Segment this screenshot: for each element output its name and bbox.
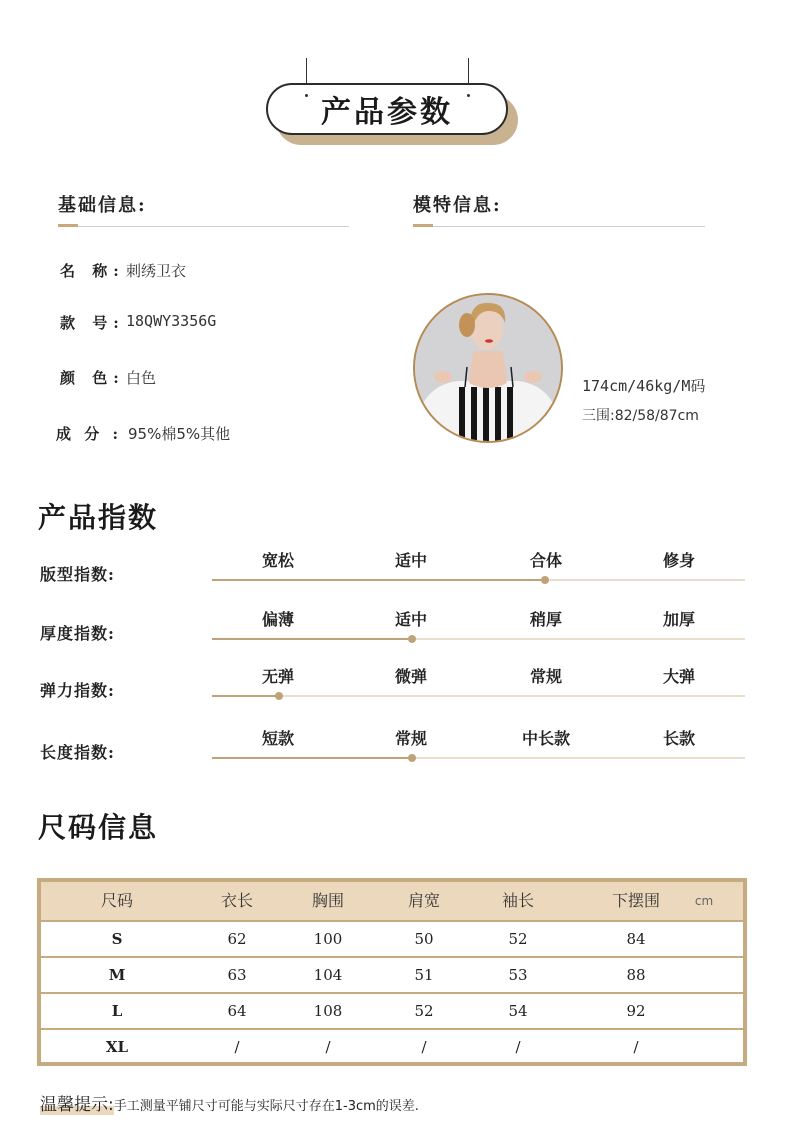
index-option: 短款 [261, 729, 294, 748]
notice [40, 1090, 419, 1115]
basic-info-title: 基础信息: [58, 195, 147, 216]
cell-length: 64 [227, 1002, 247, 1020]
model-photo [413, 293, 563, 443]
index-option: 适中 [394, 610, 427, 629]
index-option: 常规 [394, 729, 427, 748]
size-table [37, 878, 747, 1066]
index-option: 修身 [662, 551, 695, 570]
index-option: 长款 [662, 729, 695, 748]
index-option: 中长款 [521, 729, 570, 748]
col-header-shoulder: 肩宽 [407, 891, 440, 910]
index-label: 弹力指数: [40, 681, 115, 700]
index-option: 加厚 [662, 610, 695, 629]
index-option: 微弹 [394, 667, 427, 686]
hanger-dot-right [467, 94, 470, 97]
index-marker [275, 692, 283, 700]
index-marker [408, 754, 416, 762]
index-fill [212, 757, 412, 759]
index-fill [212, 638, 412, 640]
cell-shoulder: 51 [414, 966, 434, 984]
index-option: 大弹 [662, 667, 695, 686]
index-fill [212, 579, 545, 581]
cell-sleeve: 53 [508, 966, 528, 984]
col-header-hem: 下摆围 [611, 891, 660, 910]
cell-hem: / [633, 1038, 639, 1056]
cell-chest: 104 [313, 966, 343, 984]
model-info-accent [413, 224, 433, 227]
index-label: 长度指数: [40, 743, 115, 762]
cell-shoulder: 50 [414, 930, 434, 948]
index-option: 合体 [529, 551, 562, 570]
index-track [212, 695, 745, 697]
index-label: 版型指数: [40, 565, 115, 584]
cell-chest: / [325, 1038, 331, 1056]
cell-chest: 108 [313, 1002, 343, 1020]
cell-sleeve: 54 [508, 1002, 528, 1020]
cell-size: XL [105, 1038, 129, 1056]
unit-label: cm [694, 894, 714, 908]
size-info-title: 尺码信息 [38, 811, 159, 844]
cell-size: M [108, 966, 126, 984]
cell-shoulder: 52 [414, 1002, 434, 1020]
col-header-sleeve: 袖长 [501, 891, 534, 910]
field-material-label: 成 分 : [56, 425, 122, 443]
cell-hem: 84 [626, 930, 646, 948]
model-info-divider [413, 226, 705, 227]
col-header-size: 尺码 [100, 891, 133, 910]
index-option: 稍厚 [529, 610, 562, 629]
field-color-label: 颜 色: [60, 369, 125, 387]
table-row [41, 956, 743, 994]
index-option: 适中 [394, 551, 427, 570]
basic-info-divider [58, 226, 349, 227]
cell-hem: 88 [626, 966, 646, 984]
index-label: 厚度指数: [40, 624, 115, 643]
index-marker [541, 576, 549, 584]
field-style-value: 18QWY3356G [126, 312, 217, 330]
notice-text: 手工测量平铺尺寸可能与实际尺寸存在1-3cm的误差. [113, 1099, 419, 1114]
index-option: 宽松 [261, 551, 294, 570]
cell-sleeve: 52 [508, 930, 528, 948]
size-table-header [41, 882, 743, 920]
table-row [41, 1028, 743, 1066]
cell-hem: 92 [626, 1002, 646, 1020]
cell-size: L [111, 1002, 123, 1020]
notice-key: 温馨提示: [40, 1095, 114, 1115]
field-name-value: 刺绣卫衣 [126, 262, 187, 280]
field-style-label: 款 号: [60, 314, 125, 332]
cell-length: 62 [227, 930, 247, 948]
field-name-label: 名 称: [60, 262, 125, 280]
index-marker [408, 635, 416, 643]
page-title: 产品参数 [266, 83, 508, 135]
cell-size: S [111, 930, 123, 948]
model-bwh: 三围:82/58/87cm [582, 408, 699, 424]
field-color-value: 白色 [126, 369, 157, 387]
col-header-chest: 胸围 [311, 891, 344, 910]
field-material-value: 95%棉5%其他 [128, 425, 231, 443]
hanger-dot-left [305, 94, 308, 97]
table-row [41, 992, 743, 1030]
col-header-length: 衣长 [220, 891, 253, 910]
index-option: 偏薄 [261, 610, 294, 629]
cell-length: / [234, 1038, 240, 1056]
index-option: 常规 [529, 667, 562, 686]
product-index-title: 产品指数 [38, 501, 159, 534]
model-measurements: 174cm/46kg/M码 [582, 377, 706, 395]
cell-sleeve: / [515, 1038, 521, 1056]
cell-chest: 100 [313, 930, 343, 948]
basic-info-accent [58, 224, 78, 227]
index-fill [212, 695, 279, 697]
cell-shoulder: / [421, 1038, 427, 1056]
model-info-title: 模特信息: [413, 195, 502, 216]
table-row [41, 920, 743, 958]
cell-length: 63 [227, 966, 247, 984]
index-option: 无弹 [261, 667, 294, 686]
